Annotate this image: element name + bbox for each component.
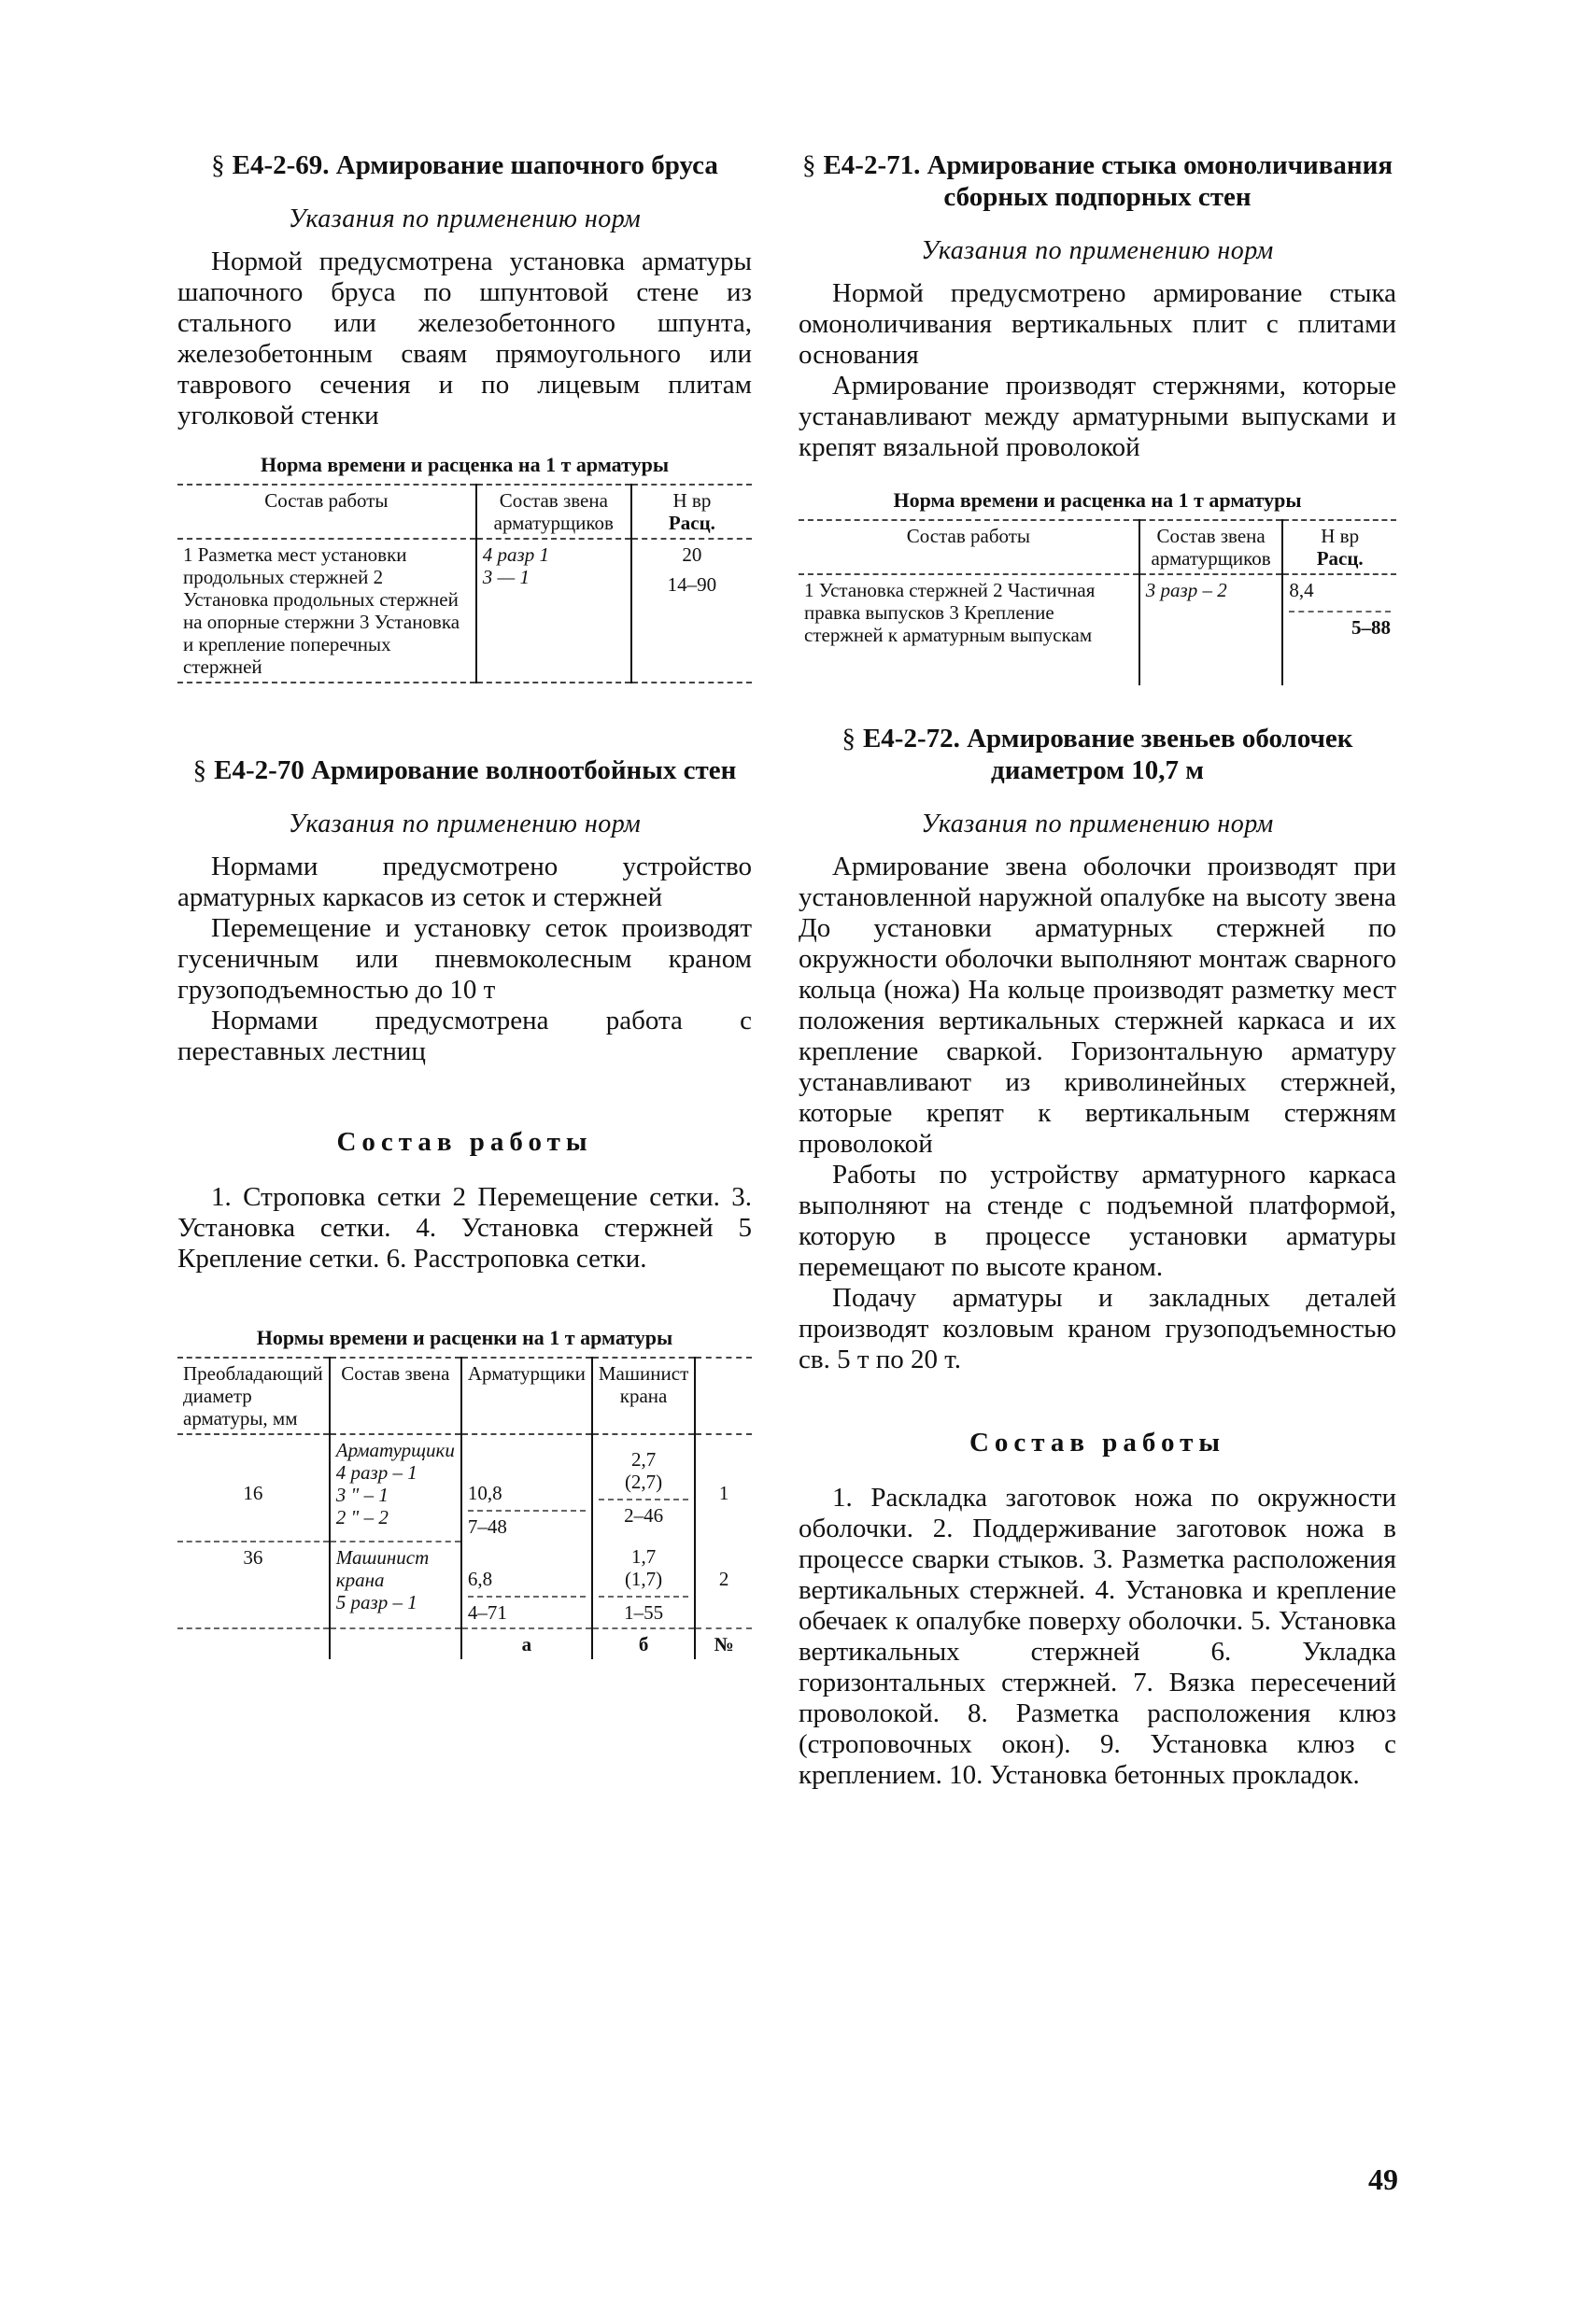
instructions-heading: Указания по применению норм	[288, 204, 642, 233]
col-header-team: Состав звена	[330, 1358, 461, 1434]
section-text: Нормами предусмотрена работа с переставных лестниц	[177, 1006, 752, 1066]
paragraph-mark: §	[192, 755, 207, 785]
diameter-cell: 16	[243, 1482, 263, 1504]
fitters-cell: 6,8 4–71	[461, 1542, 592, 1628]
col-header-work: Состав работы	[799, 520, 1139, 574]
footer-label-b: б	[592, 1628, 695, 1659]
section-text: Армирование звена оболочки производят при установленной наружной опалубке на высоту звена До установки арматурных стержней по окружности оболочки выполняют монтаж сварного кольца (ножа) На кольце производят разметку мест положения вертикальных стержней каркаса и их крепление сваркой. Горизонтальную арматуру устанавливают из криволинейных стержней, которые крепят к вертикальным стержням проволокой	[799, 852, 1396, 1159]
footer-label-num: №	[695, 1628, 752, 1659]
operator-cell: 2,7 (2,7) 2–46	[592, 1434, 695, 1542]
section-e4-2-72	[799, 723, 1396, 1791]
section-text: Нормой предусмотрена установка арматуры шапочного бруса по шпунтовой стене из стального или железобетонного шпунта, железобетонным сваям прямоугольного или таврового сечения и по лицевым плитам уголковой стенки	[177, 246, 752, 430]
section-title: § Е4-2-70 Армирование волноотбойных стен	[192, 755, 737, 785]
paragraph-mark: §	[211, 150, 225, 180]
instructions-heading: Указания по применению норм	[288, 810, 642, 838]
section-text: Нормой предусмотрено армирование стыка омоноличивания вертикальных плит с плитами основания	[799, 278, 1396, 370]
team-composition: 4 разр 1 3 — 1	[476, 539, 631, 683]
composition-title: Состав работы	[969, 1428, 1226, 1458]
section-title: § Е4-2-71. Армирование стыка омоноличивания сборных подпорных стен	[801, 150, 1393, 212]
table-caption: Норма времени и расценка на 1 т арматуры	[260, 453, 670, 476]
work-description: 1 Установка стержней 2 Частичная правка выпусков 3 Крепление стержней к арматурным выпускам	[804, 579, 1096, 646]
col-header-team: Состав звена арматурщиков	[1139, 520, 1283, 574]
fitters-cell: 10,8 7–48	[461, 1434, 592, 1542]
diameter-cell: 36	[177, 1542, 330, 1628]
operator-cell: 1,7 (1,7) 1–55	[592, 1542, 695, 1628]
instructions-heading: Указания по применению норм	[921, 236, 1274, 265]
section-title: § Е4-2-72. Армирование звеньев оболочек диаметром 10,7 м	[842, 724, 1353, 785]
nvr-rate-cell: 20 14–90	[631, 539, 752, 683]
col-header-work: Состав работы	[177, 485, 476, 539]
norm-table-e4-2-69	[177, 484, 752, 683]
row-number: 1	[695, 1434, 752, 1542]
paragraph-mark: §	[842, 724, 856, 754]
composition-title: Состав работы	[336, 1127, 593, 1157]
section-text: Перемещение и установку сеток производят гусеничным или пневмоколесным краном грузоподъемностью до 10 т	[177, 913, 752, 1005]
page-number: 49	[1368, 2162, 1398, 2196]
section-text: Подачу арматуры и закладных деталей производят козловым краном грузоподъемностью св. 5 т по 20 т.	[799, 1283, 1396, 1374]
col-header-empty	[695, 1358, 752, 1434]
work-description: 1 Разметка мест установки продольных стержней 2 Установка продольных стержней на опорные стержни 3 Установка и крепление поперечных стержней	[177, 539, 476, 683]
section-e4-2-71	[799, 149, 1396, 685]
table-caption: Нормы времени и расценки на 1 т арматуры	[256, 1326, 673, 1349]
table-row	[177, 1434, 752, 1542]
table-row	[177, 539, 752, 683]
right-column	[799, 149, 1396, 1791]
section-text: Работы по устройству арматурного каркаса выполняют на стенде с подъемной платформой, которую в процессе установки арматуры перемещают по высоте краном.	[799, 1160, 1396, 1282]
col-header-nvr-rate: Н вр Расц.	[1282, 520, 1396, 574]
col-header-nvr-rate: Н вр Расц.	[631, 485, 752, 539]
col-header-operator: Машинист крана	[592, 1358, 695, 1434]
team-composition: 3 разр – 2	[1139, 574, 1283, 685]
table-caption: Норма времени и расценка на 1 т арматуры	[893, 488, 1302, 512]
section-e4-2-70	[177, 754, 752, 1659]
paragraph-mark: §	[801, 150, 816, 180]
footer-label-a: а	[461, 1628, 592, 1659]
norm-table-e4-2-71	[799, 519, 1396, 685]
composition-text: 1. Строповка сетки 2 Перемещение сетки. 3. Установка сетки. 4. Установка стержней 5 Крепление сетки. 6. Расстроповка сетки.	[177, 1182, 752, 1274]
team-cell: Арматурщики 4 разр – 1 3 " – 1 2 " – 2	[330, 1434, 461, 1542]
col-header-diameter: Преобладающий диаметр арматуры, мм	[177, 1358, 330, 1434]
table-row	[177, 1542, 752, 1628]
composition-text: 1. Раскладка заготовок ножа по окружности оболочки. 2. Поддерживание заготовок ножа в процессе сварки стыков. 3. Разметка расположения вертикальных стержней. 4. Установка и крепление обечаек к опалубке поверху оболочки. 5. Установка вертикальных стержней 6. Укладка горизонтальных стержней. 7. Вязка пересечений проволокой. 8. Разметка расположения клюз (строповочных окон). 9. Установка клюз с креплением. 10. Установка бетонных прокладок.	[799, 1483, 1396, 1790]
row-number: 2	[695, 1542, 752, 1628]
col-header-fitters: Арматурщики	[461, 1358, 592, 1434]
nvr-rate-cell: 8,4 5–88	[1282, 574, 1396, 685]
section-title: § Е4-2-69. Армирование шапочного бруса	[211, 150, 718, 180]
left-column	[177, 149, 752, 1659]
col-header-team: Состав звена арматурщиков	[476, 485, 631, 539]
instructions-heading: Указания по применению норм	[921, 810, 1274, 838]
section-text: Армирование производят стержнями, которые устанавливают между арматурными выпусками и крепят вязальной проволокой	[799, 371, 1396, 462]
norm-table-e4-2-70	[177, 1357, 752, 1659]
section-e4-2-69	[177, 149, 752, 683]
section-text: Нормами предусмотрено устройство арматурных каркасов из сеток и стержней	[177, 852, 752, 912]
table-footer-row	[177, 1628, 752, 1659]
table-row	[799, 574, 1396, 685]
team-cell: Машинист крана 5 разр – 1	[330, 1542, 461, 1628]
